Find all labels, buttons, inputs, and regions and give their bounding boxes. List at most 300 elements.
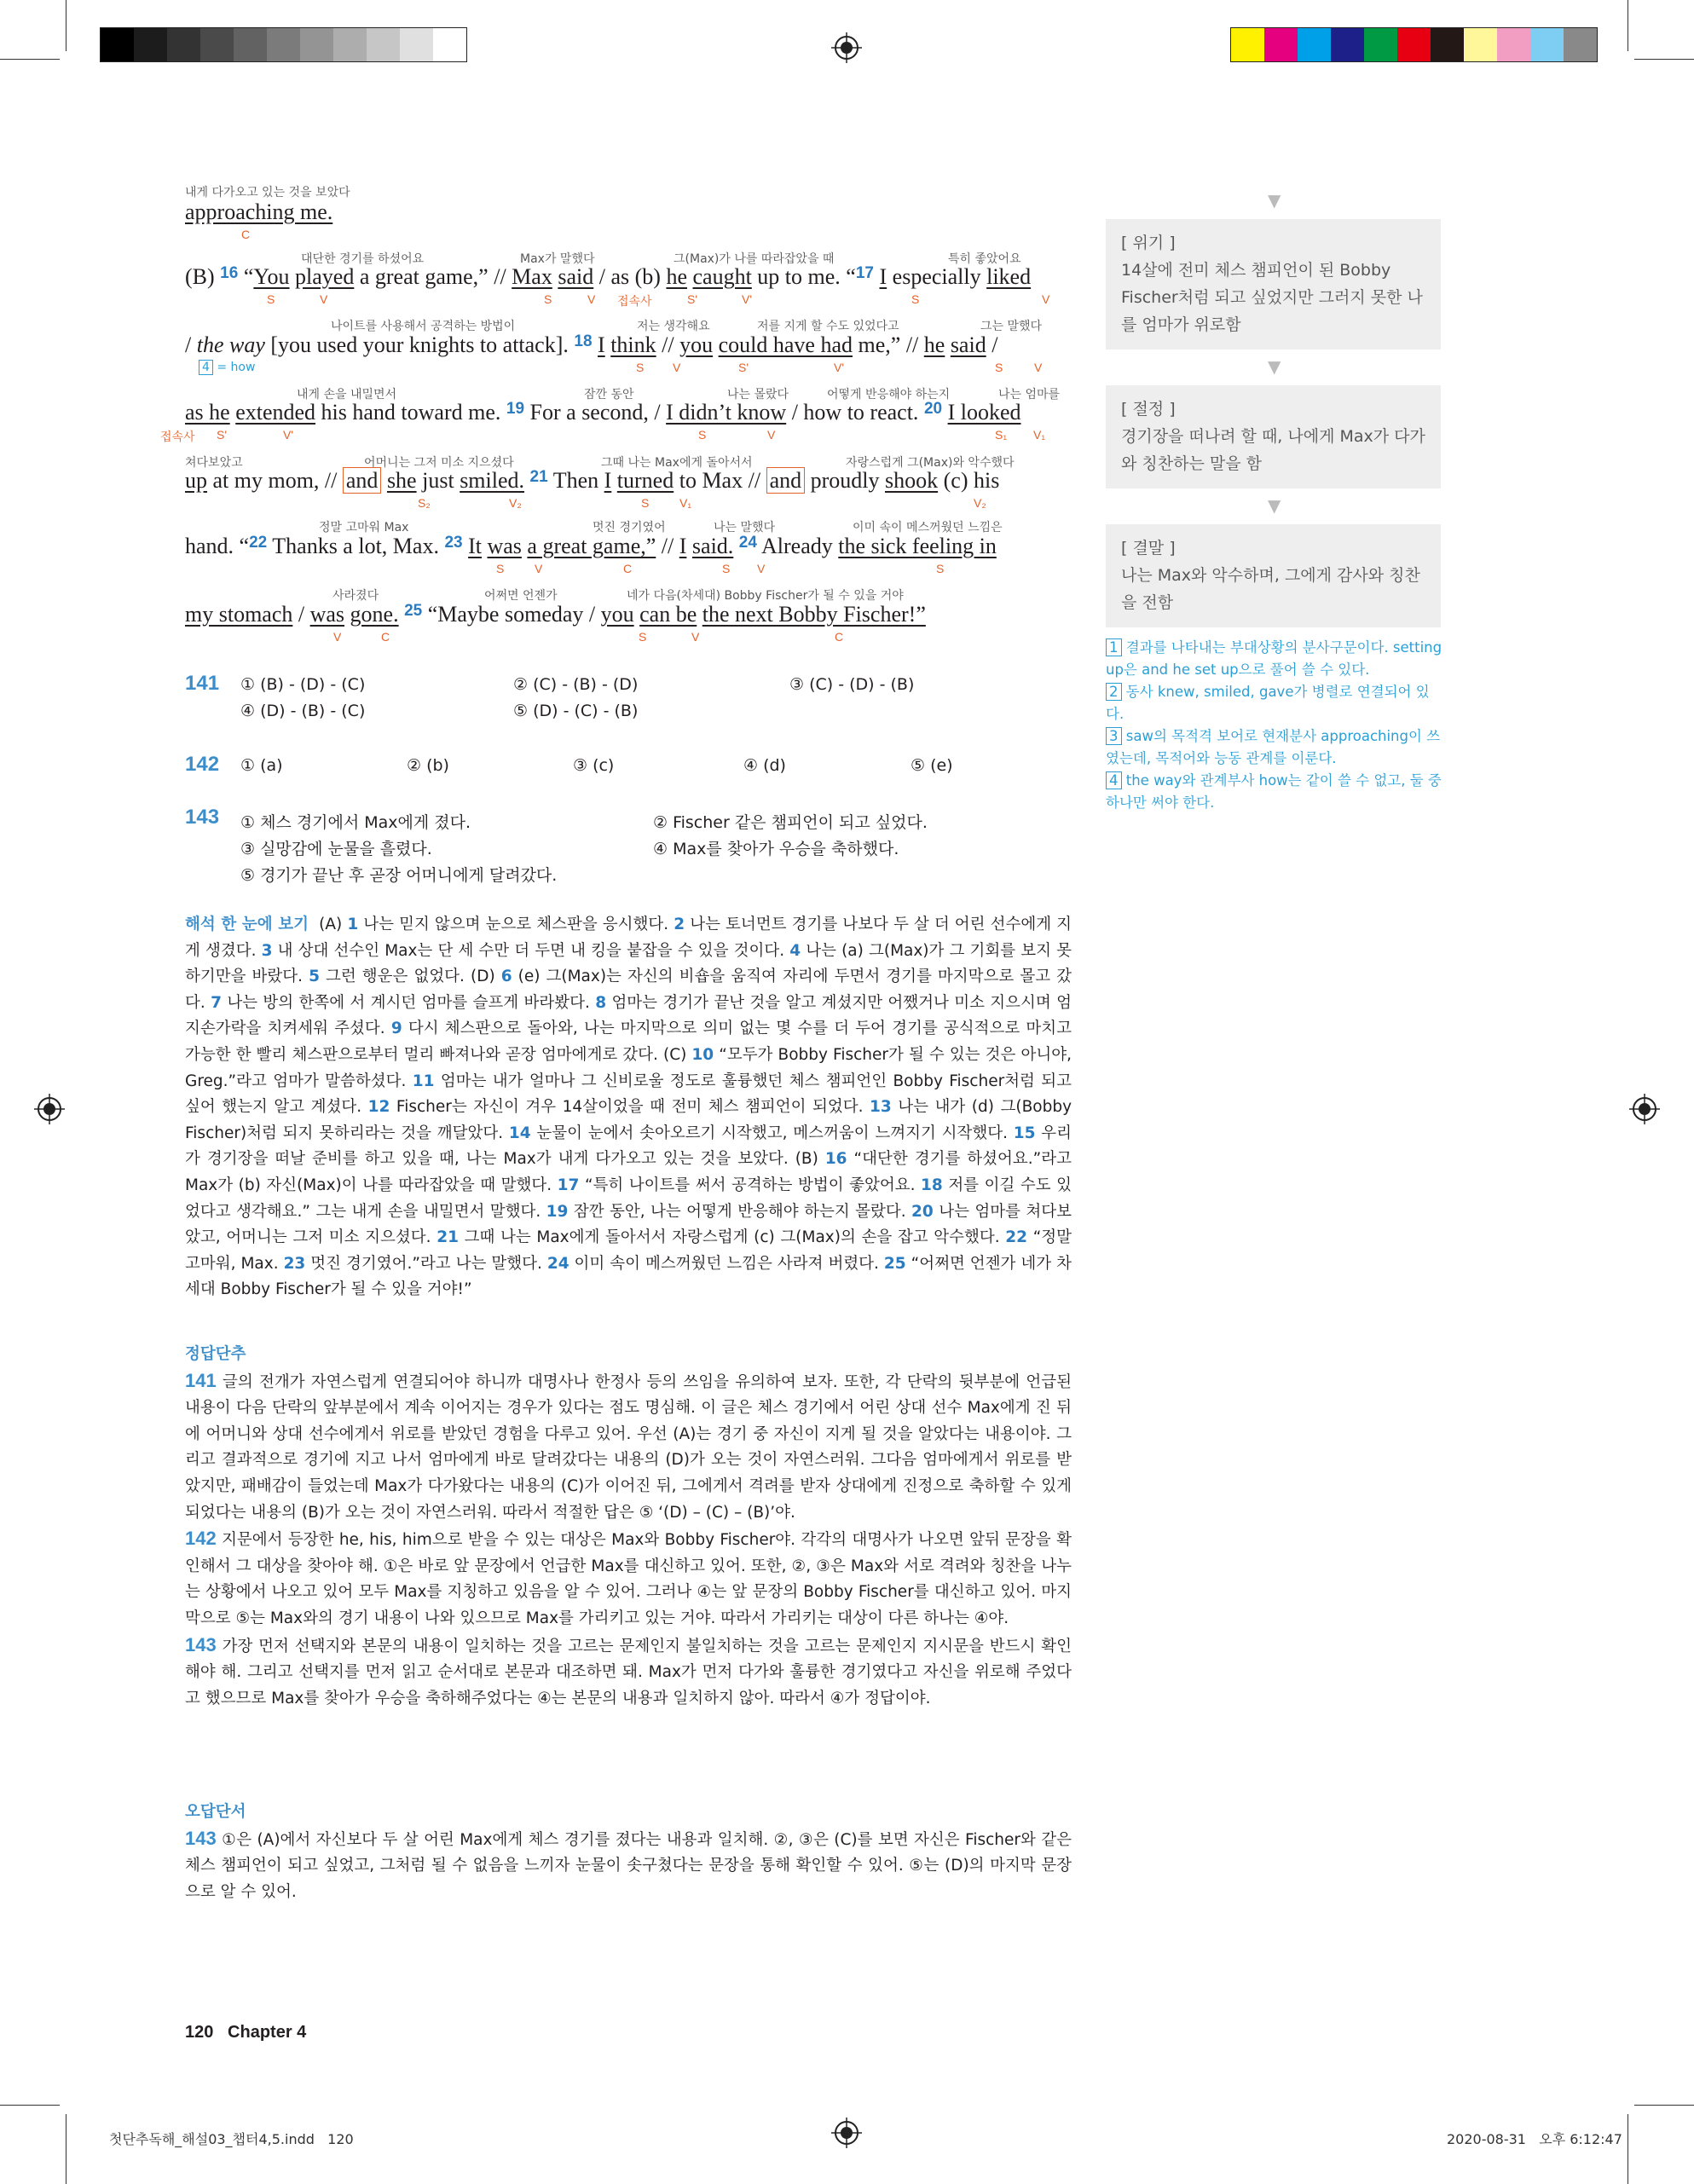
sentence-number: 19	[506, 400, 525, 418]
word: was	[309, 602, 345, 627]
color-swatch	[1231, 28, 1264, 61]
word: said	[558, 264, 594, 289]
note-number: 2	[1106, 683, 1122, 701]
word: “	[846, 264, 856, 289]
word: It	[468, 534, 482, 558]
color-swatch	[433, 28, 466, 61]
color-swatch	[1564, 28, 1597, 61]
word: caught	[692, 264, 752, 289]
sentence-number: 11	[412, 1072, 435, 1090]
gloss: 내게 손을 내밀면서	[297, 388, 397, 402]
choice[interactable]: ① 체스 경기에서 Max에게 졌다.	[240, 813, 471, 832]
sentence-number: 21	[437, 1228, 459, 1247]
sentence-text: 나는 (a) 그(Max)가 그 기회를 보지 못하기만을 바랐다.	[185, 941, 1072, 986]
grammar-tag: S	[267, 292, 275, 306]
word: I	[679, 534, 687, 558]
summary-title: [ 위기 ]	[1121, 234, 1176, 252]
note-ref-4	[199, 361, 255, 374]
gloss: 나는 말했다	[714, 521, 776, 534]
word: /	[992, 332, 998, 357]
choice[interactable]: ⑤ (e)	[911, 756, 953, 775]
word: extended	[235, 400, 316, 425]
grammar-tag: S	[636, 361, 645, 374]
choice[interactable]: ③ (c)	[573, 756, 615, 775]
choice[interactable]: ① (B) - (D) - (C)	[240, 675, 366, 694]
word: .	[563, 332, 569, 357]
summary-box-ending	[1106, 524, 1441, 627]
word: I	[598, 332, 605, 357]
translation-body	[185, 916, 1072, 1298]
sentence-text: 엄마는 경기가 끝난 것을 알고 계셨지만 어쨌거나 미소 지으시며 엄지손가락을 치켜세워 주셨다.	[185, 993, 1072, 1038]
sentence-text: “어쩌면 언젠가 네가 차세대 Bobby Fischer가 될 수 있을 거야!”	[185, 1254, 1072, 1299]
color-swatch	[333, 28, 367, 61]
note-number: 1	[1106, 638, 1122, 656]
grammar-tag: V	[757, 562, 766, 575]
grammar-tag: S'	[217, 428, 228, 442]
word: said	[950, 332, 986, 357]
choice[interactable]: ④ (d)	[743, 756, 786, 775]
gloss: 사라졌다	[332, 589, 379, 603]
registration-mark-right-icon	[1629, 1094, 1660, 1124]
question-number: 141	[185, 672, 220, 695]
gloss: 멋진 경기였어	[593, 521, 666, 534]
word: she	[386, 468, 417, 493]
choice[interactable]: ⑤ (D) - (C) - (B)	[513, 702, 639, 720]
sentence-number: 8	[595, 993, 607, 1012]
grammar-note	[1106, 637, 1443, 681]
word: me,”	[858, 332, 901, 357]
choice[interactable]: ④ Max를 찾아가 우승을 축하했다.	[653, 840, 899, 858]
gloss: 어쩌면 언젠가	[484, 589, 558, 603]
word: just	[422, 468, 454, 493]
choice[interactable]: ⑤ 경기가 끝난 후 곧장 어머니에게 달려갔다.	[240, 866, 558, 885]
grammar-tag: S'	[687, 292, 698, 306]
word: you	[600, 602, 634, 627]
sentence-text: Fischer는 자신이 겨우 14살이었을 때 전미 체스 챔피언이 되었다.	[396, 1098, 864, 1117]
color-swatch	[1431, 28, 1464, 61]
sentence-line	[185, 264, 1031, 290]
gloss: 내게 다가오고 있는 것을 보았다	[185, 186, 350, 199]
sentence-text: “대단한 경기를 하셨어요.”라고 Max가 (b) 자신(Max)이 나를 따라잡았을 때 말했다.	[185, 1150, 1072, 1194]
sentence-text: (A)	[319, 916, 343, 933]
grammar-tag: V'	[834, 361, 845, 374]
sentence-number: 20	[911, 1202, 934, 1221]
registration-mark-top-icon	[831, 32, 862, 63]
word: as he	[185, 400, 230, 425]
wrong-items	[185, 1826, 1072, 1906]
summary-title: [ 절정 ]	[1121, 400, 1176, 419]
translation-section	[185, 912, 1072, 1303]
conjunction-box: and	[766, 467, 806, 494]
word: / as (b)	[598, 264, 661, 289]
wrong-answer-section	[185, 1800, 1072, 1905]
choice[interactable]: ② Fischer 같은 챔피언이 되고 싶었다.	[653, 813, 928, 832]
answer-section	[185, 1342, 1072, 1712]
sentence-text: 그때 나는 Max에게 돌아서서 자랑스럽게 (c) 그(Max)의 손을 잡고 악수했다.	[464, 1228, 1000, 1247]
sentence-text: 나는 내가 (d) 그(Bobby Fischer)처럼 되지 못하리라는 것을 깨달았다.	[185, 1098, 1072, 1142]
color-swatch	[101, 28, 134, 61]
gloss: 이미 속이 메스꺼웠던 느낌은	[853, 521, 1003, 534]
grammar-tag: S'	[738, 361, 749, 374]
summary-body: 14살에 전미 체스 챔피언이 된 Bobby Fischer처럼 되고 싶었지만 그러지 못한 나를 엄마가 위로함	[1121, 261, 1423, 334]
sentence-line	[185, 534, 997, 559]
word: (c) his	[943, 468, 1000, 493]
phrase: approaching me.	[185, 199, 333, 224]
gloss: 자랑스럽게 그(Max)와 악수했다	[846, 456, 1015, 470]
grammar-tag: S	[544, 292, 552, 306]
sentence-number: 22	[1005, 1228, 1028, 1247]
grammar-tag: V	[1042, 292, 1050, 306]
slug-timestamp: 2020-08-31 오후 6:12:47	[1447, 2131, 1622, 2147]
sentence-number: 18	[574, 332, 593, 350]
word: especially	[892, 264, 981, 289]
registration-mark-bottom-icon	[831, 2118, 862, 2148]
sentence-number: 1	[347, 916, 359, 933]
gloss: 특히 좋았어요	[948, 252, 1021, 266]
sentence-number: 15	[1013, 1124, 1036, 1142]
page-footer	[185, 2023, 306, 2042]
note-text: 결과를 나타내는 부대상황의 분사구문이다. setting up은 and he set up으로 풀어 쓸 수 있다.	[1106, 639, 1443, 678]
color-swatch	[1530, 28, 1564, 61]
sentence-number: 16	[220, 264, 239, 282]
sentence-number: 25	[404, 602, 423, 620]
sentence-text: 눈물이 눈에서 솟아오르기 시작했고, 메스꺼움이 느껴지기 시작했다.	[536, 1124, 1008, 1142]
grammar-tag: S	[641, 496, 650, 510]
word: / how to react.	[791, 400, 919, 425]
color-swatch	[367, 28, 400, 61]
color-swatch	[234, 28, 267, 61]
section-heading: 정답단추	[185, 1345, 246, 1363]
sentence-text: 다시 체스판으로 돌아와, 나는 마지막으로 의미 없는 몇 수를 더 두어 경기를 공식적으로 마치고 가능한 한 빨리 체스판으로부터 멀리 빠져나와 곧장 엄마에게로 갔다. (C)	[185, 1020, 1072, 1064]
sentence-text: (e) 그(Max)는 자신의 비숍을 움직여 자리에 두면서 경기를 마지막으로 몰고 갔다.	[185, 968, 1072, 1012]
explanation-text: 글의 전개가 자연스럽게 연결되어야 하니까 대명사나 한정사 등의 쓰임을 유의하여 보자. 또한, 각 단락의 뒷부분에 언급된 내용이 다음 단락의 앞부분에서 계속 이어지는 경우가 있다는 점도 명심해. 이 글은 체스 경기에서 어린 상대 선수 Max에게 진 뒤에 어머니와 상대 선수에게서 위로를 받았던 경험을 다루고 있어. 우선 (A)는 경기 중 자신이 지게 될 것을 알았다는 내용이야. 그리고 결과적으로 경기에 지고 나서 엄마에게 바로 달려갔다는 내용의 (D)가 오는 것이 자연스러워. 그다음 엄마에게서 위로를 받았지만, 패배감이 들었는데 Max가 다가왔다는 내용의 (C)가 이어진 뒤, 그에게서 격려를 받자 상대에게 진정으로 축하할 수 있게 되었다는 내용의 (B)가 오는 것이 자연스러워. 따라서 적절한 답은 ⑤ ‘(D) – (C) – (B)’야.	[185, 1372, 1072, 1522]
grammar-tag: 접속사	[160, 430, 195, 443]
grammar-note	[1106, 681, 1443, 725]
sentence-number: 23	[283, 1254, 306, 1273]
sentence-number: 17	[855, 264, 874, 282]
word: played	[295, 264, 355, 289]
grammar-tag: C	[241, 228, 251, 241]
page-number: 120	[185, 2023, 214, 2042]
question-number: 143	[185, 1827, 217, 1849]
sentence-text: 잠깐 동안, 나는 어떻게 반응해야 하는지 몰랐다.	[573, 1202, 906, 1221]
question-number: 143	[185, 806, 220, 829]
grammar-tag: S	[496, 562, 505, 575]
registration-mark-left-icon	[34, 1094, 65, 1124]
section-heading: 오답단서	[185, 1803, 246, 1821]
sentence-number: 12	[367, 1098, 390, 1117]
grammar-tag: S	[995, 361, 1003, 374]
grammar-tag: C	[381, 630, 390, 644]
choice[interactable]: ③ (C) - (D) - (B)	[789, 675, 915, 694]
word: “Maybe someday /	[427, 602, 596, 627]
conjunction-box: and	[343, 467, 382, 494]
word: hand.	[185, 534, 234, 558]
gloss: 그는 말했다	[980, 320, 1043, 333]
word: You	[253, 264, 290, 289]
sentence-number: 10	[691, 1045, 714, 1064]
grammar-tag: S₂	[418, 496, 431, 510]
word: smiled.	[460, 468, 525, 493]
choice[interactable]: ④ (D) - (B) - (C)	[240, 702, 366, 720]
grammar-tag: V	[691, 630, 700, 644]
color-swatch	[1264, 28, 1298, 61]
sentence-text: “정말 고마워, Max.	[185, 1228, 1072, 1273]
note-text: = how	[217, 361, 256, 374]
word: he	[923, 332, 945, 357]
sentence-line	[185, 199, 332, 225]
sentence-text: 나는 믿지 않으며 눈으로 체스판을 응시했다.	[363, 916, 669, 933]
sentence-number: 2	[674, 916, 685, 933]
paragraph-label: (B)	[185, 264, 215, 289]
bracket-clause	[270, 332, 563, 357]
color-swatch	[167, 28, 200, 61]
word: gone.	[350, 602, 399, 627]
sentence-text: 저를 이길 수도 있었다고 생각해요.” 그는 내게 손을 내밀면서 말했다.	[185, 1176, 1072, 1221]
sentence-number: 25	[883, 1254, 906, 1273]
summary-title: [ 결말 ]	[1121, 539, 1176, 558]
grammar-tag: S	[639, 630, 647, 644]
note-text: the way와 관계부사 how는 같이 쓸 수 없고, 둘 중 하나만 써야 한다.	[1106, 772, 1442, 811]
sentence-line	[185, 468, 999, 494]
summary-box-crisis	[1106, 219, 1441, 350]
word: I	[604, 468, 612, 493]
grammar-tag: C	[835, 630, 844, 644]
sentence-number: 21	[529, 468, 548, 486]
question-number: 141	[185, 1369, 217, 1391]
explanation-item	[185, 1826, 1072, 1906]
grammar-tag: V₂	[974, 496, 986, 510]
color-swatch	[1464, 28, 1497, 61]
note-number: 4	[199, 360, 213, 375]
grammar-notes	[1106, 637, 1443, 814]
down-arrow-icon: ▼	[1268, 495, 1281, 516]
down-arrow-icon: ▼	[1268, 356, 1281, 377]
gloss: 그때 나는 Max에게 돌아서서	[601, 456, 753, 470]
question-number: 142	[185, 1528, 217, 1550]
gloss: 나는 엄마를	[998, 388, 1061, 402]
sentence-text: 엄마는 내가 얼마나 그 신비로울 정도로 훌륭했던 체스 챔피언인 Bobby Fischer처럼 되고 싶어 했는지 알고 계셨다.	[185, 1072, 1072, 1117]
word: think	[610, 332, 656, 357]
color-swatch	[1497, 28, 1530, 61]
word: //	[661, 534, 674, 558]
word: Max	[512, 264, 552, 289]
chapter-label: Chapter 4	[228, 2023, 307, 2042]
choice[interactable]: ② (C) - (B) - (D)	[513, 675, 639, 694]
sentence-number: 16	[824, 1150, 847, 1169]
sentence-number: 17	[557, 1176, 580, 1194]
sentence-text: 이미 속이 메스꺼웠던 느낌은 사라져 버렸다.	[574, 1254, 879, 1273]
choice[interactable]: ③ 실망감에 눈물을 흘렸다.	[240, 840, 432, 858]
gloss: 나는 몰랐다	[727, 388, 789, 402]
color-swatch	[1298, 28, 1331, 61]
gloss: 그(Max)가 나를 따라잡았을 때	[674, 252, 835, 266]
choice[interactable]: ① (a)	[240, 756, 283, 775]
grammar-tag: V	[535, 562, 543, 575]
note-number: 3	[1106, 727, 1122, 745]
word: can be	[639, 602, 697, 627]
grammar-tag: V₁	[1033, 428, 1046, 442]
word: I looked	[947, 400, 1021, 425]
sentence-text: 그런 행운은 없었다. (D)	[326, 968, 495, 986]
sentence-number: 22	[249, 534, 268, 552]
word: [you used your knights to attack]	[270, 332, 564, 357]
word: shook	[885, 468, 939, 493]
grammar-tag: S	[911, 292, 920, 306]
sentence-number: 3	[261, 941, 273, 960]
word: //	[662, 332, 674, 357]
grammar-tag: V	[1034, 361, 1043, 374]
color-swatch	[400, 28, 433, 61]
word: Already	[761, 534, 833, 558]
grayscale-color-bar	[100, 27, 467, 62]
slug-filename: 첫단추독해_해설03_챕터4,5.indd 120	[109, 2131, 354, 2147]
grammar-tag: C	[623, 562, 633, 575]
gloss: 나이트를 사용해서 공격하는 방법이	[331, 320, 516, 333]
section-heading: 해석 한 눈에 보기	[185, 916, 309, 933]
word: //	[905, 332, 919, 357]
gloss: 쳐다보았고	[185, 456, 243, 470]
sentence-line	[185, 602, 926, 627]
question-number: 143	[185, 1633, 217, 1655]
word: up to me.	[757, 264, 841, 289]
sentence-number: 5	[309, 968, 320, 986]
question-number: 142	[185, 753, 220, 776]
summary-body: 경기장을 떠나려 할 때, 나에게 Max가 다가와 칭찬하는 말을 함	[1121, 427, 1425, 473]
grammar-tag: 접속사	[617, 294, 652, 308]
word: “	[243, 264, 254, 289]
sentence-text: 우리가 경기장을 떠날 준비를 하고 있을 때, 나는 Max가 내게 다가오고 있는 것을 보았다. (B)	[185, 1124, 1072, 1169]
grammar-tag: V	[587, 292, 596, 306]
down-arrow-icon: ▼	[1268, 190, 1281, 211]
explanation-text: 지문에서 등장한 he, his, him으로 받을 수 있는 대상은 Max와 Bobby Fischer야. 각각의 대명사가 나오면 앞뒤 문장을 확인해서 그 대상을 찾아야 해. ①은 바로 앞 문장에서 언급한 Max를 대신하고 있어. 또한, ②, ③은 Max와 서로 격려와 칭찬을 나누는 상황에서 나오고 있어 모두 Max를 지칭하고 있음을 알 수 있어. 그러나 ④는 앞 문장의 Bobby Fischer를 대신하고 있어. 마지막으로 ⑤는 Max와의 경기 내용이 나와 있으므로 Max를 가리키고 있는 거야. 따라서 가리키는 대상이 다른 하나는 ④야.	[185, 1531, 1072, 1627]
grammar-tag: S	[698, 428, 707, 442]
sentence-number: 23	[444, 534, 463, 552]
gloss: 잠깐 동안	[584, 388, 634, 402]
sentence-number: 9	[390, 1020, 402, 1038]
color-swatch	[1364, 28, 1397, 61]
word: my stomach	[185, 602, 293, 627]
word: his hand toward me.	[321, 400, 501, 425]
sentence-text: 나는 토너먼트 경기를 나보다 두 살 더 어린 선수에게 지게 생겼다.	[185, 916, 1072, 960]
word: a great game,”	[527, 534, 656, 558]
sentence-text: 나는 엄마를 쳐다보았고, 어머니는 그저 미소 지으셨다.	[185, 1202, 1072, 1247]
word: could have had	[718, 332, 853, 357]
grammar-tag: S	[936, 562, 945, 575]
explanation-item	[185, 1632, 1072, 1713]
word: turned	[616, 468, 674, 493]
word: to Max //	[679, 468, 761, 493]
grammar-note	[1106, 725, 1443, 770]
sentence-line	[185, 400, 1021, 425]
word: /	[185, 332, 192, 357]
sentence-text: “모두가 Bobby Fischer가 될 수 있는 것은 아니야, Greg.”라고 엄마가 말씀하셨다.	[185, 1045, 1072, 1090]
sentence-line	[185, 332, 997, 358]
word: the next Bobby Fischer!”	[702, 602, 926, 627]
grammar-tag: V	[673, 361, 681, 374]
sentence-number: 24	[546, 1254, 569, 1273]
word: the way	[196, 332, 265, 357]
word: For a second, /	[529, 400, 661, 425]
sentence-number: 19	[546, 1202, 569, 1221]
grammar-tag: V₁	[679, 496, 692, 510]
note-text: saw의 목적격 보어로 현재분사 approaching이 쓰였는데, 목적어와 능동 관계를 이룬다.	[1106, 728, 1441, 766]
sentence-number: 18	[921, 1176, 943, 1194]
word: Then	[552, 468, 599, 493]
gloss: 대단한 경기를 하셨어요	[301, 252, 425, 266]
sentence-number: 7	[211, 993, 222, 1012]
sentence-number: 13	[870, 1098, 892, 1117]
word: said.	[691, 534, 734, 558]
sentence-number: 6	[500, 968, 512, 986]
note-text: 동사 knew, smiled, gave가 병렬로 연결되어 있다.	[1106, 684, 1430, 722]
color-swatch	[1331, 28, 1364, 61]
gloss: 어머니는 그저 미소 지으셨다	[364, 456, 514, 470]
word: Thanks a lot, Max.	[272, 534, 439, 558]
word: he	[666, 264, 687, 289]
gloss: 저는 생각해요	[637, 320, 710, 333]
sentence-text: 나는 방의 한쪽에 서 계시던 엄마를 슬프게 바라봤다.	[227, 993, 590, 1012]
word: “	[239, 534, 250, 558]
grammar-tag: V₂	[509, 496, 522, 510]
word: I	[879, 264, 887, 289]
sentence-number: 24	[738, 534, 757, 552]
grammar-tag: V	[767, 428, 776, 442]
color-swatch	[1397, 28, 1431, 61]
grammar-tag: V	[320, 292, 328, 306]
grammar-note	[1106, 770, 1443, 814]
color-swatch	[267, 28, 300, 61]
gloss: 저를 지게 할 수도 있었다고	[757, 320, 899, 333]
note-number: 4	[1106, 771, 1122, 789]
grammar-tag: V	[333, 630, 342, 644]
grammar-tag: V'	[283, 428, 294, 442]
gloss: 정말 고마워 Max	[319, 521, 409, 534]
cmyk-color-bar	[1230, 27, 1598, 62]
sentence-text: 멋진 경기였어.”라고 나는 말했다.	[310, 1254, 542, 1273]
word: I didn’t know	[666, 400, 787, 425]
word: was	[487, 534, 522, 558]
word: up	[185, 468, 207, 493]
grammar-tag: S₁	[995, 428, 1008, 442]
explanation-text: 가장 먼저 선택지와 본문의 내용이 일치하는 것을 고르는 문제인지 불일치하는 것을 고르는 문제인지 지시문을 반드시 확인해야 해. 그리고 선택지를 먼저 읽고 순서대로 본문과 대조하면 돼. Max가 먼저 다가와 훌륭한 경기였다고 자신을 위로해 주었다고 했으므로 Max를 찾아가 우승을 축하해주었다는 ④는 본문의 내용과 일치하지 않아. 따라서 ④가 정답이야.	[185, 1637, 1072, 1707]
summary-box-climax	[1106, 385, 1441, 488]
answer-items	[185, 1368, 1072, 1713]
word: you	[679, 332, 714, 357]
explanation-text: ①은 (A)에서 자신보다 두 살 어린 Max에게 체스 경기를 졌다는 내용과 일치해. ②, ③은 (C)를 보면 자신은 Fischer와 같은 체스 챔피언이 되고 싶었고, 그처럼 될 수 없음을 느끼자 눈물이 솟구쳤다는 문장을 통해 확인할 수 있어. ⑤는 (D)의 마지막 문장으로 알 수 있어.	[185, 1830, 1072, 1901]
sentence-number: 20	[923, 400, 943, 418]
color-swatch	[300, 28, 333, 61]
choice[interactable]: ② (b)	[407, 756, 449, 775]
word: liked	[986, 264, 1032, 289]
sentence-text: 내 상대 선수인 Max는 단 세 수만 더 두면 내 킹을 붙잡을 수 있을 것이다.	[277, 941, 785, 960]
grammar-tag: S	[722, 562, 731, 575]
sentence-text: “특히 나이트를 써서 공격하는 방법이 좋았어요.	[584, 1176, 916, 1194]
sentence-number: 14	[508, 1124, 531, 1142]
color-swatch	[134, 28, 167, 61]
gloss: 네가 다음(차세대) Bobby Fischer가 될 수 있을 거야	[627, 589, 904, 603]
word: at my mom, //	[212, 468, 338, 493]
color-swatch	[200, 28, 234, 61]
grammar-tag: V'	[742, 292, 753, 306]
word: /	[298, 602, 305, 627]
gloss: 어떻게 반응해야 하는지	[827, 388, 951, 402]
word: a great game,”	[359, 264, 489, 289]
gloss: Max가 말했다	[520, 252, 595, 266]
explanation-item	[185, 1526, 1072, 1632]
word: proudly	[810, 468, 880, 493]
word: the sick feeling in	[838, 534, 997, 558]
